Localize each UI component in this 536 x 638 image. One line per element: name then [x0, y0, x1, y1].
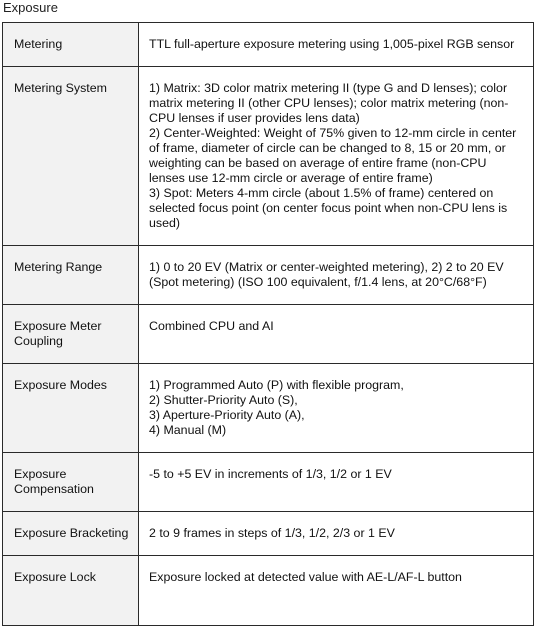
table-row: [3, 305, 534, 364]
row-label-metering: Metering: [3, 23, 139, 67]
row-value-metering: TTL full-aperture exposure metering using 1,005-pixel RGB sensor: [139, 23, 534, 67]
row-value-exposure-bracketing: 2 to 9 frames in steps of 1/3, 1/2, 2/3 or 1 EV: [139, 512, 534, 556]
table-row: [3, 67, 534, 246]
row-value-exposure-compensation: -5 to +5 EV in increments of 1/3, 1/2 or 1 EV: [139, 453, 534, 512]
table-row: [3, 556, 534, 626]
row-label-exposure-compensation: Exposure Compensation: [3, 453, 139, 512]
row-label-exposure-lock: Exposure Lock: [3, 556, 139, 626]
row-value-exposure-lock: Exposure locked at detected value with AE-L/AF-L button: [139, 556, 534, 626]
row-label-exposure-bracketing: Exposure Bracketing: [3, 512, 139, 556]
table-row: [3, 364, 534, 453]
row-value-metering-range: 1) 0 to 20 EV (Matrix or center-weighted metering), 2) 2 to 20 EV (Spot metering) (ISO 100 equivalent, f/1.4 lens, at 20°C/68°F): [139, 246, 534, 305]
table-row: [3, 453, 534, 512]
table-row: [3, 512, 534, 556]
row-value-exposure-modes: 1) Programmed Auto (P) with flexible program, 2) Shutter-Priority Auto (S), 3) Aperture-Priority Auto (A), 4) Manual (M): [139, 364, 534, 453]
section-title: Exposure: [3, 0, 58, 15]
row-label-exposure-meter-coupling: Exposure Meter Coupling: [3, 305, 139, 364]
exposure-spec-table: [2, 22, 534, 626]
row-value-metering-system: 1) Matrix: 3D color matrix metering II (type G and D lenses); color matrix metering II (other CPU lenses); color matrix metering (non-CPU lenses if user provides lens data) 2) Center-Weighted: Weight of 75% given to 12-mm circle in center of frame, diameter of circle can be changed to 8, 15 or 20 mm, or weighting can be based on average of entire frame (non-CPU lenses use 12-mm circle or average of entire frame) 3) Spot: Meters 4-mm circle (about 1.5% of frame) centered on selected focus point (on center focus point when non-CPU lens is used): [139, 67, 534, 246]
row-label-metering-system: Metering System: [3, 67, 139, 246]
table-row: [3, 246, 534, 305]
table-row: [3, 23, 534, 67]
row-value-exposure-meter-coupling: Combined CPU and AI: [139, 305, 534, 364]
row-label-exposure-modes: Exposure Modes: [3, 364, 139, 453]
row-label-metering-range: Metering Range: [3, 246, 139, 305]
